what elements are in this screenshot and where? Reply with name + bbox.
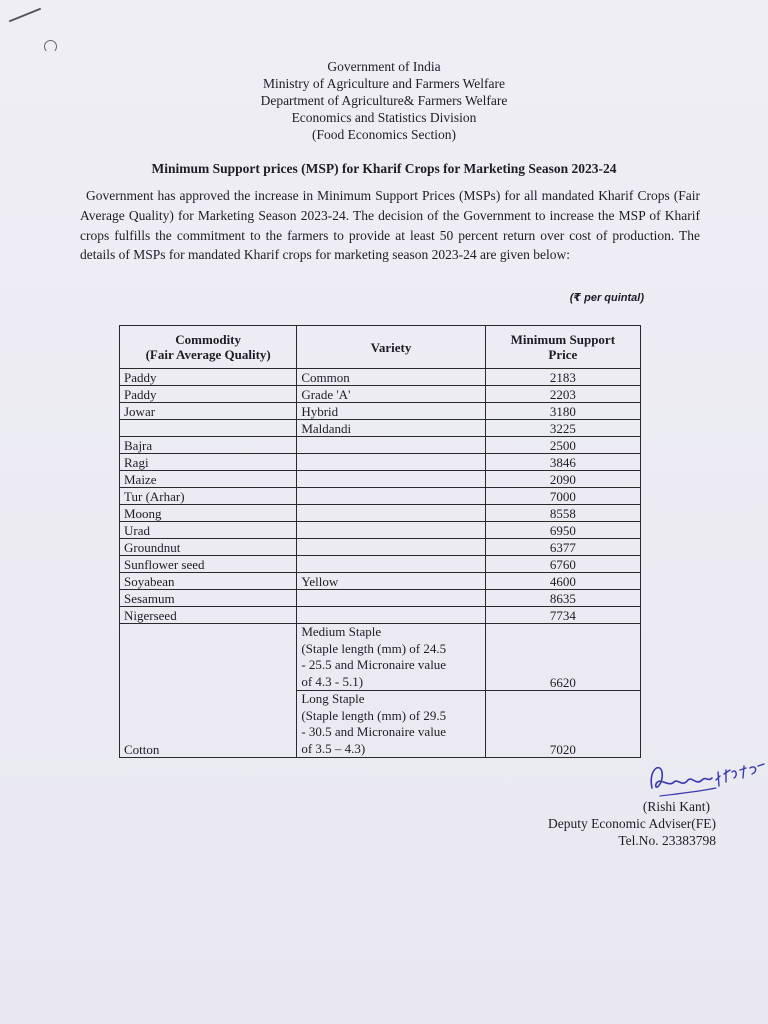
header-msp-line2: Price <box>548 347 578 362</box>
cell-msp: 2203 <box>485 386 640 403</box>
long-staple-line1: Long Staple <box>301 691 365 706</box>
cell-variety: Maldandi <box>297 420 485 437</box>
cell-msp: 7000 <box>485 488 640 505</box>
cell-commodity: Paddy <box>120 386 297 403</box>
header-line-2: Ministry of Agriculture and Farmers Welfare <box>263 76 505 91</box>
cell-commodity: Sunflower seed <box>120 556 297 573</box>
cell-variety-long-staple <box>297 691 485 758</box>
cell-variety <box>297 471 485 488</box>
cell-commodity: Tur (Arhar) <box>120 488 297 505</box>
cell-commodity: Nigerseed <box>120 607 297 624</box>
cell-commodity: Soyabean <box>120 573 297 590</box>
cell-msp: 4600 <box>485 573 640 590</box>
cell-commodity-cotton: Cotton <box>120 624 297 758</box>
table-row <box>120 386 641 403</box>
table-row <box>120 403 641 420</box>
long-staple-line3: - 30.5 and Micronaire value <box>301 724 447 739</box>
cell-msp: 8635 <box>485 590 640 607</box>
cell-msp: 2500 <box>485 437 640 454</box>
table-row <box>120 488 641 505</box>
document-title: Minimum Support prices (MSP) for Kharif Crops for Marketing Season 2023-24 <box>151 161 617 176</box>
table-row <box>120 420 641 437</box>
cell-commodity: Urad <box>120 522 297 539</box>
table-row <box>120 505 641 522</box>
cell-variety: Common <box>297 369 485 386</box>
table-row <box>120 522 641 539</box>
table-row <box>120 471 641 488</box>
cell-msp: 3846 <box>485 454 640 471</box>
header-commodity <box>120 326 297 369</box>
unit-label: (₹ per quintal) <box>569 292 644 304</box>
long-staple-line2: (Staple length (mm) of 29.5 <box>301 707 447 723</box>
cell-msp: 6760 <box>485 556 640 573</box>
cell-variety <box>297 556 485 573</box>
header-line-5: (Food Economics Section) <box>312 127 456 142</box>
cell-msp: 6377 <box>485 539 640 556</box>
table-row <box>120 556 641 573</box>
medium-staple-line1: Medium Staple <box>301 624 382 639</box>
medium-staple-line2: (Staple length (mm) of 24.5 <box>301 640 447 656</box>
cell-msp: 6950 <box>485 522 640 539</box>
header-line-1: Government of India <box>327 59 441 74</box>
cell-variety <box>297 505 485 522</box>
cell-msp-medium-staple: 6620 <box>485 624 640 691</box>
msp-table <box>119 325 641 758</box>
cell-msp: 7734 <box>485 607 640 624</box>
cell-msp: 3180 <box>485 403 640 420</box>
cell-commodity: Groundnut <box>120 539 297 556</box>
cell-variety <box>297 454 485 471</box>
header-msp-line1: Minimum Support <box>510 332 616 347</box>
cell-commodity: Maize <box>120 471 297 488</box>
signatory-phone: Tel.No. 23383798 <box>618 833 716 848</box>
signatory-block <box>548 798 716 849</box>
cell-msp-long-staple: 7020 <box>485 691 640 758</box>
cell-variety <box>297 539 485 556</box>
signatory-designation: Deputy Economic Adviser(FE) <box>548 816 716 831</box>
cell-commodity: Bajra <box>120 437 297 454</box>
cell-commodity: Paddy <box>120 369 297 386</box>
cell-commodity: Ragi <box>120 454 297 471</box>
cell-variety-medium-staple <box>297 624 485 691</box>
cell-commodity: Sesamum <box>120 590 297 607</box>
header-line-3: Department of Agriculture& Farmers Welfare <box>260 93 508 108</box>
table-row <box>120 539 641 556</box>
table-row <box>120 607 641 624</box>
header-commodity-line2: (Fair Average Quality) <box>145 347 271 362</box>
header-line-4: Economics and Statistics Division <box>291 110 477 125</box>
cell-variety: Yellow <box>297 573 485 590</box>
table-header-row <box>120 326 641 369</box>
table-row <box>120 590 641 607</box>
table-row <box>120 437 641 454</box>
long-staple-line4: of 3.5 – 4.3) <box>301 740 366 756</box>
cell-variety <box>297 522 485 539</box>
intro-text: Government has approved the increase in Minimum Support Prices (MSPs) for all mandated Kharif Crops (Fair Average Quality) for Marketing Season 2023-24. The decision of the Government to increase the MSP of Kharif crops fulfills the commitment to the farmers to provide at least 50 percent return over cost of production. The details of MSPs for mandated Kharif crops for marketing season 2023-24 are given below: <box>80 188 700 263</box>
cell-commodity <box>120 420 297 437</box>
cell-variety <box>297 607 485 624</box>
punch-hole-icon <box>44 40 57 53</box>
cell-variety <box>297 437 485 454</box>
signatory-name: (Rishi Kant) <box>642 799 710 814</box>
cell-variety <box>297 590 485 607</box>
table-row <box>120 369 641 386</box>
cell-variety: Hybrid <box>297 403 485 420</box>
cell-msp: 8558 <box>485 505 640 522</box>
corner-pen-mark <box>9 8 41 23</box>
table-row <box>120 573 641 590</box>
header-msp <box>485 326 640 369</box>
cell-msp: 2183 <box>485 369 640 386</box>
cell-variety <box>297 488 485 505</box>
header-variety: Variety <box>297 326 485 369</box>
table-row <box>120 454 641 471</box>
medium-staple-line4: of 4.3 - 5.1) <box>301 673 364 689</box>
medium-staple-line3: - 25.5 and Micronaire value <box>301 657 447 672</box>
letterhead <box>0 58 768 143</box>
cell-msp: 3225 <box>485 420 640 437</box>
intro-paragraph <box>80 186 700 265</box>
header-commodity-line1: Commodity <box>175 332 242 347</box>
cell-msp: 2090 <box>485 471 640 488</box>
cell-variety: Grade 'A' <box>297 386 485 403</box>
cell-commodity: Jowar <box>120 403 297 420</box>
cell-commodity: Moong <box>120 505 297 522</box>
table-row-cotton-medium <box>120 624 641 691</box>
